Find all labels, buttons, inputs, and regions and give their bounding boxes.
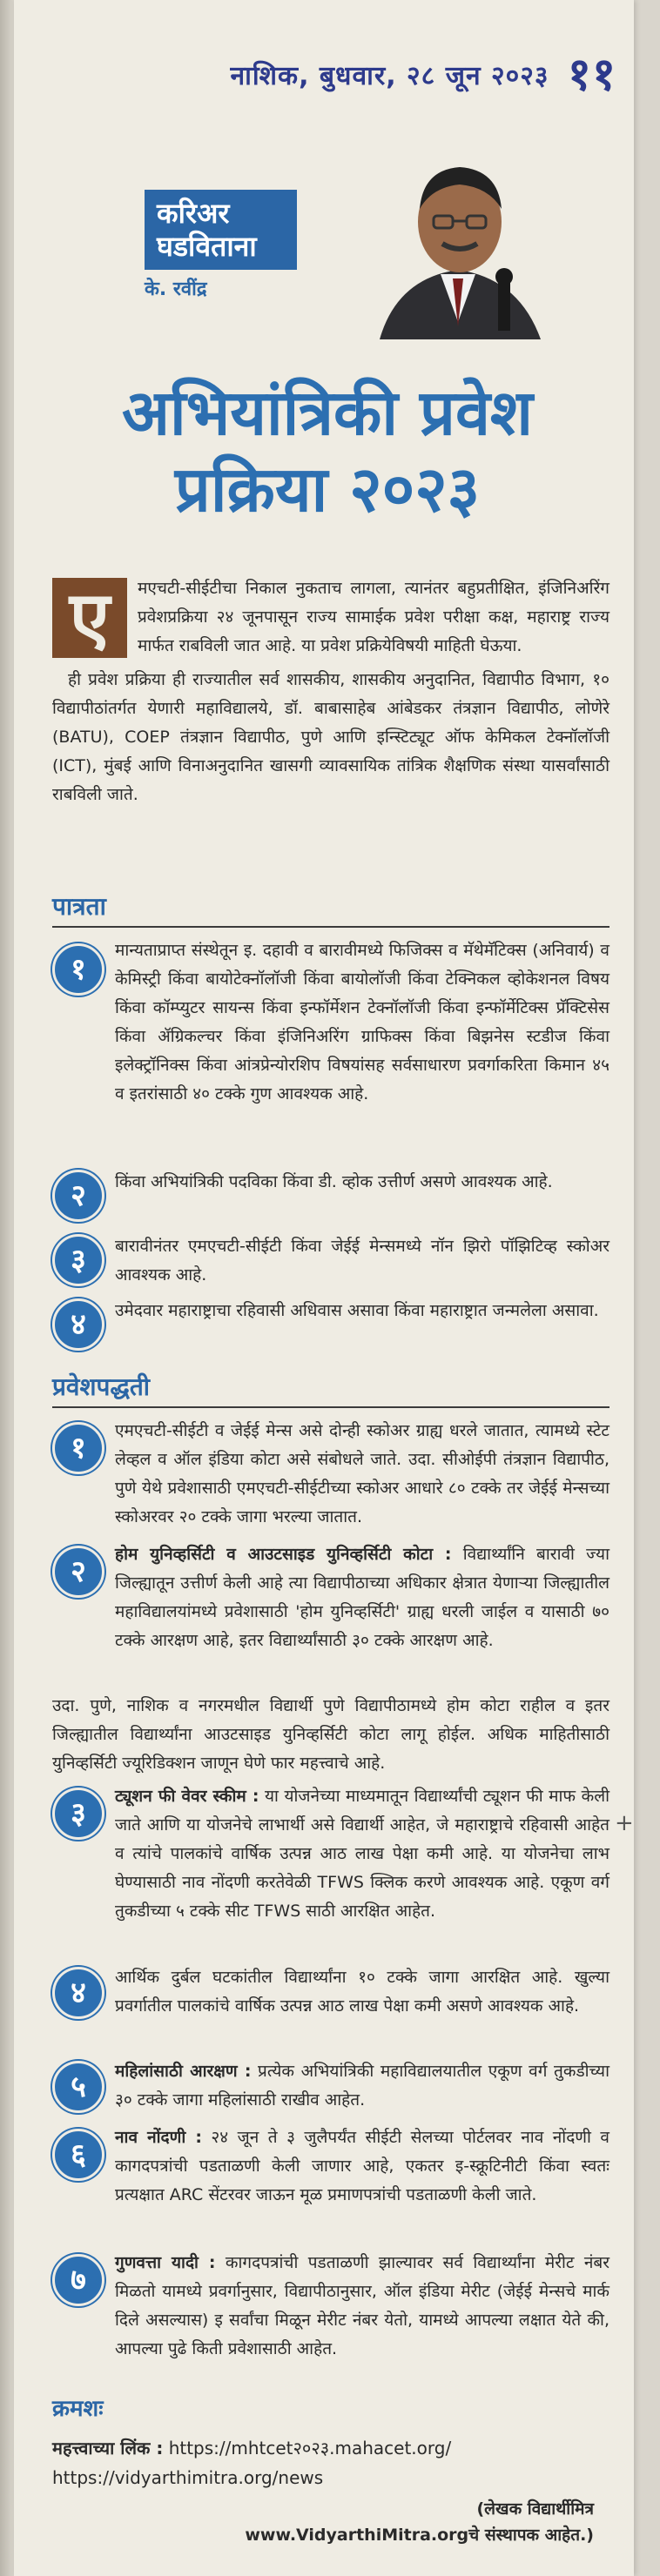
process-item-heading: गुणवत्ता यादी :: [115, 2253, 216, 2272]
process-item: [52, 1963, 609, 2021]
number-badge: ४: [52, 1298, 104, 1351]
process-item: [52, 1417, 609, 1532]
author-note: [37, 2496, 594, 2548]
number-badge: ५: [52, 2061, 104, 2113]
eligibility-item-text: बारावीनंतर एमएचटी-सीईटी किंवा जेईई मेन्समध्ये नॉन झिरो पॉझिटिव्ह स्कोअर आवश्यक आहे.: [115, 1237, 609, 1285]
process-item-body: विद्यार्थ्यांनि बारावी ज्या जिल्ह्यातून उत्तीर्ण केली आहे त्या विद्यापीठाच्या अधिकार क्षेत्रात येणाऱ्या जिल्ह्यातील महाविद्यालयांमध्ये प्रवेशासाठी 'होम युनिव्हर्सिटी' ग्राह्य धरली जाईल व यासाठी ७० टक्के आरक्षण आहे, इतर विद्यार्थ्यांसाठी ३० टक्के आरक्षण आहे.: [115, 1545, 609, 1650]
number-badge: ६: [52, 2129, 104, 2181]
to-be-continued: क्रमशः: [52, 2396, 104, 2422]
process-example: उदा. पुणे, नाशिक व नगरमधील विद्यार्थी पुणे विद्यापीठामध्ये होम कोटा राहील व इतर जिल्ह्यातील विद्यार्थ्यांना आउटसाइड युनिव्हर्सिटी कोटा लागू होईल. अधिक माहितीसाठी युनिव्हर्सिटी ज्यूरिडिक्शन जाणून घेणे फार महत्त्वाचे आहे.: [52, 1696, 609, 1773]
headline-line1: अभियांत्रिकी प्रवेश: [121, 375, 534, 449]
number-badge: १: [52, 1422, 104, 1474]
number-badge: ४: [52, 1967, 104, 2019]
drop-cap: ए: [52, 578, 127, 658]
number-badge: २: [52, 1170, 104, 1222]
author-name: के. रवींद्र: [145, 278, 207, 300]
process-item-text: [115, 1782, 609, 1926]
link-mhtcet[interactable]: https://mhtcet२०२३.mahacet.org/: [168, 2438, 452, 2459]
section-divider: [52, 1406, 609, 1408]
process-item-body: एमएचटी-सीईटी व जेईई मेन्स असे दोन्ही स्कोअर ग्राह्य धरले जातात, त्यामध्ये स्टेट लेव्हल व ऑल इंडिया कोटा असे संबोधले जाते. उदा. सीओईपी तंत्रज्ञान विद्यापीठ, पुणे येथे प्रवेशासाठी एमएचटी-सीईटीच्या स्कोअर आधारे ८० टक्के तर जेईई मेन्सच्या स्कोअरवर २० टक्के जागा भरल्या जातात.: [115, 1421, 609, 1526]
author-portrait: [345, 148, 571, 339]
column-header: [145, 190, 297, 270]
process-item-text: [115, 2123, 609, 2210]
process-item-heading: नाव नोंदणी :: [115, 2128, 202, 2147]
page-edge-shadow: [0, 0, 14, 2576]
masthead: [230, 42, 616, 104]
process-item: [52, 1782, 609, 1926]
process-item-body: कागदपत्रांची पडताळणी झाल्यावर सर्व विद्यार्थ्यांना मेरीट नंबर मिळतो यामध्ये प्रवर्गानुसार, विद्यापीठानुसार, ऑल इंडिया मेरीट (जेईई मेन्सचे मार्क दिले असल्यास) इ सर्वांचा मिळून मेरीट नंबर येतो, यामध्ये आपल्या लक्षात येते की, आपल्या पुढे किती प्रवेशासाठी आहेत.: [115, 2253, 610, 2358]
intro-paragraph-2: ही प्रवेश प्रक्रिया ही राज्यातील सर्व शासकीय, शासकीय अनुदानित, विद्यापीठ विभाग, १० विद्यापीठांतर्गत येणारी महाविद्यालये, डॉ. बाबासाहेब आंबेडकर तंत्रज्ञान विद्यापीठ, लोणेरे (BATU), COEP तंत्रज्ञान विद्यापीठ, पुणे आणि इन्स्टिट्यूट ऑफ केमिकल टेक्नॉलॉजी (ICT), मुंबई आणि विनाअनुदानित खासगी व्यावसायिक तांत्रिक शैक्षणिक संस्था यासर्वांसाठी राबविली जाते.: [52, 670, 609, 804]
number-badge: १: [52, 943, 104, 996]
process-item-heading: महिलांसाठी आरक्षण :: [115, 2062, 252, 2081]
page-number: ११: [567, 49, 616, 101]
process-item-body: प्रत्येक अभियांत्रिकी महाविद्यालयातील एकूण वर्ग तुकडीच्या ३० टक्के जागा महिलांसाठी राखीव आहेत.: [115, 2062, 609, 2110]
author-note-line2: www.VidyarthiMitra.orgचे संस्थापक आहेत.): [245, 2526, 594, 2545]
eligibility-item: [52, 936, 609, 1109]
link-vidyarthimitra[interactable]: https://vidyarthimitra.org/news: [52, 2467, 324, 2488]
eligibility-item-text: किंवा अभियांत्रिकी पदविका किंवा डी. व्होक उत्तीर्ण असणे आवश्यक आहे.: [115, 1172, 553, 1191]
intro-text: [52, 574, 609, 809]
process-item: [52, 2249, 609, 2364]
process-item: [52, 2057, 609, 2115]
links-label: महत्त्वाच्या लिंक :: [52, 2438, 164, 2459]
process-item: [52, 2123, 609, 2210]
number-badge: ७: [52, 2254, 104, 2306]
section-title-eligibility: पात्रता: [52, 892, 106, 921]
headline-line2: प्रक्रिया २०२३: [174, 452, 481, 526]
column-title-line1: करिअर: [157, 197, 230, 230]
number-badge: ३: [52, 1788, 104, 1840]
process-item: [52, 1540, 609, 1655]
number-badge: ३: [52, 1234, 104, 1286]
process-item-body: आर्थिक दुर्बल घटकांतील विद्यार्थ्यांना १० टक्के जागा आरक्षित आहे. खुल्या प्रवर्गातील पालकांचे वार्षिक उत्पन्न आठ लाख पेक्षा कमी असणे आवश्यक आहे.: [115, 1968, 609, 2016]
section-title-process: प्रवेशपद्धती: [52, 1372, 151, 1401]
eligibility-item: [52, 1168, 609, 1213]
eligibility-item: [52, 1232, 609, 1290]
link-row-1: [52, 2433, 609, 2463]
eligibility-item-text: उमेदवार महाराष्ट्राचा रहिवासी अधिवास असावा किंवा महाराष्ट्रात जन्मलेला असावा.: [115, 1301, 599, 1320]
crop-mark-icon: +: [615, 1810, 634, 1836]
eligibility-item: [52, 1297, 609, 1342]
important-links: [52, 2433, 609, 2492]
number-badge: २: [52, 1546, 104, 1598]
column-title-line2: घडविताना: [157, 230, 257, 263]
process-item-text: [115, 1417, 609, 1532]
process-item-heading: होम युनिव्हर्सिटी व आउटसाइड युनिव्हर्सिटी कोटा :: [115, 1545, 452, 1564]
process-item-text: [115, 2057, 609, 2115]
intro-paragraph-1: मएचटी-सीईटीचा निकाल नुकताच लागला, त्यानंतर बहुप्रतीक्षित, इंजिनिअरिंग प्रवेशप्रक्रिया २४ जूनपासून राज्य सामाईक प्रवेश परीक्षा कक्ष, महाराष्ट्र राज्य मार्फत राबविली जात आहे. या प्रवेश प्रक्रियेविषयी माहिती घेऊया.: [138, 579, 609, 655]
process-item-heading: ट्यूशन फी वेवर स्कीम :: [115, 1787, 259, 1806]
headline: [49, 374, 606, 527]
process-item-text: [115, 1963, 609, 2021]
eligibility-item-text: मान्यताप्राप्त संस्थेतून इ. दहावी व बारावीमध्ये फिजिक्स व मॅथेमॅटिक्स (अनिवार्य) व केमिस्ट्री किंवा बायोटेक्नॉलॉजी किंवा बायोलॉजी किंवा टेक्निकल व्होकेशनल विषय किंवा कॉम्प्युटर सायन्स किंवा इन्फॉर्मेशन टेक्नॉलॉजी किंवा इन्फॉर्मेटिक्स प्रॅक्टिसेस किंवा ॲग्रिकल्चर किंवा इंजिनिअरिंग ग्राफिक्स किंवा बिझनेस स्टडीज किंवा इलेक्ट्रॉनिक्स किंवा आंत्रप्रेन्योरशिप विषयांसह सर्वसाधारण प्रवर्गाकरिता किमान ४५ व इतरांसाठी ४० टक्के गुण आवश्यक आहे.: [115, 941, 609, 1104]
process-item-body: या योजनेच्या माध्यमातून विद्यार्थ्यांची ट्यूशन फी माफ केली जाते आणि या योजनेचे लाभार्थी असे विद्यार्थी आहेत, जे महाराष्ट्राचे रहिवासी आहेत व त्यांचे पालकांचे वार्षिक उत्पन्न आठ लाख पेक्षा कमी आहे. या योजनेचा लाभ घेण्यासाठी नाव नोंदणी करतेवेळी TFWS क्लिक करणे आवश्यक आहे. एकूण वर्ग तुकडीच्या ५ टक्के सीट TFWS साठी आरक्षित आहेत.: [115, 1787, 609, 1921]
masthead-date: नाशिक, बुधवार, २८ जून २०२३: [230, 61, 549, 91]
newspaper-page: [14, 0, 634, 2576]
process-item-text: [115, 2249, 609, 2364]
process-item-text: [115, 1540, 609, 1655]
section-divider: [52, 926, 609, 928]
author-note-line1: (लेखक विद्यार्थीमित्र: [476, 2499, 594, 2519]
process-item-body: २४ जून ते ३ जुलैपर्यंत सीईटी सेलच्या पोर्टलवर नाव नोंदणी व कागदपत्रांची पडताळणी केली जाणार आहे, एकतर इ-स्क्रूटिनीटी किंवा स्वतः प्रत्यक्षात ARC सेंटरवर जाऊन मूळ प्रमाणपत्रांची पडताळणी केली जाते.: [115, 2128, 609, 2204]
